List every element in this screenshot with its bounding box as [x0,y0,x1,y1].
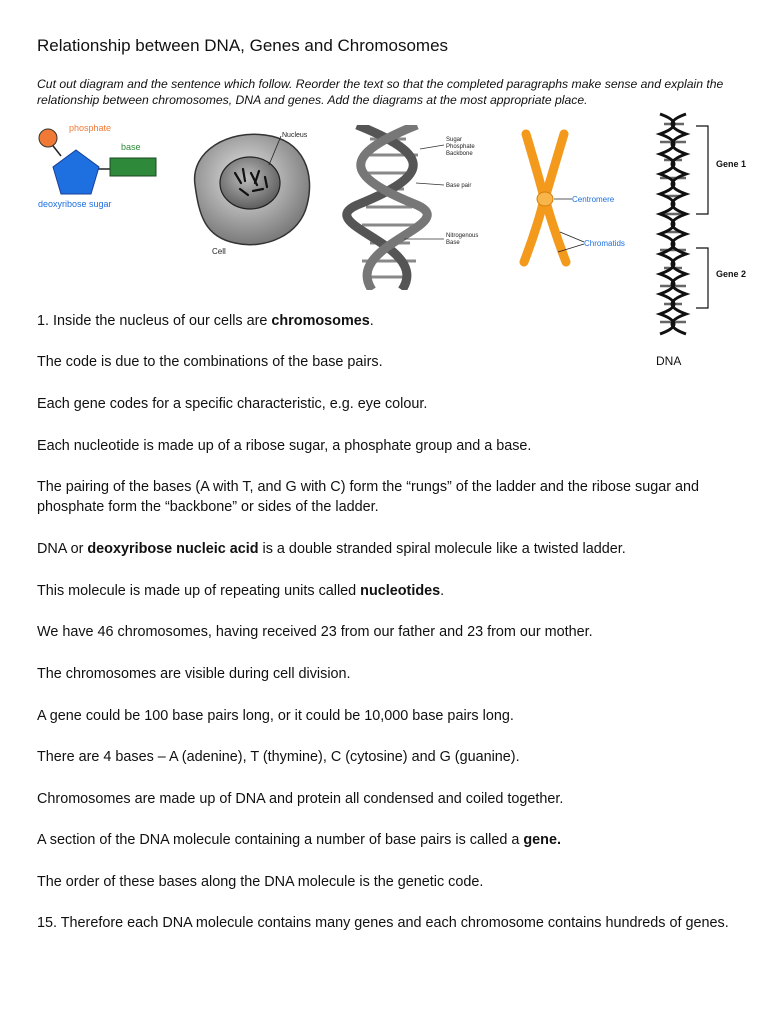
sugar-shape [53,150,99,194]
sentence-11 [37,747,737,767]
sentence-text: is a double stranded spiral molecule like a twisted ladder. [258,541,626,557]
sentence-bold: deoxyribose nucleic acid [87,541,259,557]
dna-strand-diagram [650,112,760,372]
sentence-2 [37,352,737,372]
base-pair-label: Base pair [446,183,472,189]
sentence-text: The order of these bases along the DNA molecule is the genetic code. [37,874,484,890]
sentence-text: Each gene codes for a specific characteristic, e.g. eye colour. [37,396,428,412]
gene1-label: Gene 1 [716,159,747,169]
sentence-text: Chromosomes are made up of DNA and protein all condensed and coiled together. [37,791,564,807]
sentence-text: The chromosomes are visible during cell division. [37,666,351,682]
sentence-14 [37,872,737,892]
sentence-text: We have 46 chromosomes, having received 23 from our father and 23 from our mother. [37,624,593,640]
backbone-label-2: Phosphate [446,144,475,150]
backbone-label-1: Sugar [446,137,463,143]
base-shape [110,158,156,176]
helix-diagram [332,125,497,290]
sentence-6 [37,539,737,559]
sentence-12 [37,789,737,809]
sentence-text: A gene could be 100 base pairs long, or it could be 10,000 base pairs long. [37,708,514,724]
sentence-1 [37,311,737,331]
sentence-5 [37,477,737,517]
base-label: base [121,142,141,152]
sentence-text: 1. Inside the nucleus of our cells are [37,313,272,329]
gene1-bracket [696,126,708,214]
nucleus-label: Nucleus [282,132,308,139]
sentence-4 [37,436,737,456]
sentence-3 [37,394,737,414]
sentence-text: . [369,313,374,329]
sentence-text: DNA or [37,541,88,557]
nucleotide-diagram [36,120,166,215]
backbone-label-3: Backbone [446,151,473,157]
nitrogenous-label-1: Nitrogenous [446,233,479,239]
sentence-text: The pairing of the bases (A with T, and G with C) form the “rungs” of the ladder and the ribose sugar and phosphate form the “backbone” or sides of the ladder. [37,479,700,515]
sentence-7 [37,581,737,601]
cell-diagram [185,125,325,260]
sentence-15 [37,913,737,933]
nitrogenous-label-2: Base [446,240,460,246]
phosphate-shape [39,129,57,147]
sentence-bold: nucleotides [360,583,441,599]
sentence-10 [37,706,737,726]
gene2-bracket [696,248,708,308]
sentence-text: . [440,583,445,599]
sentence-text: Each nucleotide is made up of a ribose sugar, a phosphate group and a base. [37,438,532,454]
sentence-text: 15. Therefore each DNA molecule contains many genes and each chromosome contains hundreds of genes. [37,915,729,931]
nucleus-shape [220,157,280,209]
sentence-13 [37,830,737,850]
centromere-shape [537,192,553,206]
sentence-bold: gene. [523,832,561,848]
sugar-label: deoxyribose sugar [38,199,112,209]
centromere-label: Centromere [572,195,615,204]
sentence-8 [37,622,737,642]
sentence-text: The code is due to the combinations of the base pairs. [37,354,383,370]
chromosome-diagram [512,128,642,268]
instructions: Cut out diagram and the sentence which follow. Reorder the text so that the completed paragraphs make sense and explain the relationship between chromosomes, DNA and genes. Add the diagrams at the most appropriate place. [37,77,724,107]
sentence-text: This molecule is made up of repeating units called [37,583,361,599]
sentence-text: A section of the DNA molecule containing a number of base pairs is called a [37,832,524,848]
gene2-label: Gene 2 [716,269,747,279]
cell-label: Cell [212,247,226,256]
page-title: Relationship between DNA, Genes and Chromosomes [37,36,449,55]
chromatids-label: Chromatids [584,239,625,248]
sentence-9 [37,664,737,684]
sentence-bold: chromosomes [271,313,370,329]
dna-label: DNA [656,354,682,368]
sentence-text: There are 4 bases – A (adenine), T (thymine), C (cytosine) and G (guanine). [37,749,520,765]
phosphate-label: phosphate [69,123,112,133]
